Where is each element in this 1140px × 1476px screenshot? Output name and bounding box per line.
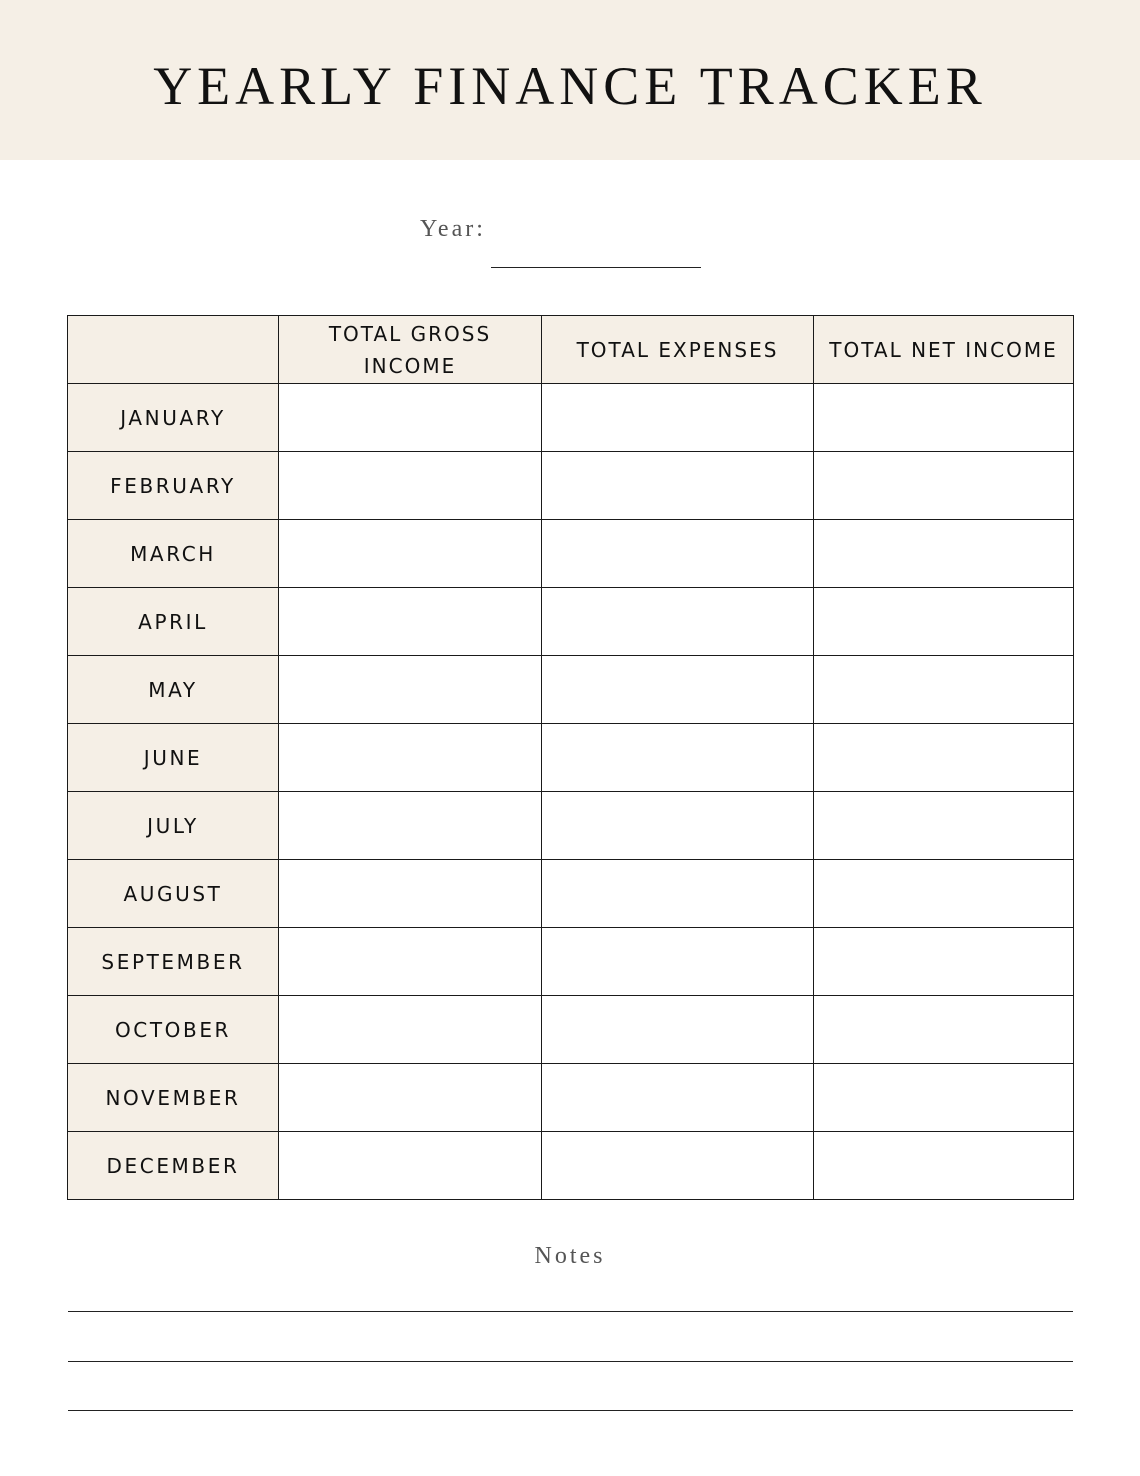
entry-cell-net-income[interactable] bbox=[814, 928, 1074, 996]
month-label-december: DECEMBER bbox=[68, 1132, 279, 1200]
table-row bbox=[68, 928, 1074, 996]
month-label-may: MAY bbox=[68, 656, 279, 724]
entry-cell-gross-income[interactable] bbox=[279, 588, 542, 656]
entry-cell-gross-income[interactable] bbox=[279, 656, 542, 724]
table-row bbox=[68, 724, 1074, 792]
entry-cell-expenses[interactable] bbox=[542, 1064, 814, 1132]
month-label-september: SEPTEMBER bbox=[68, 928, 279, 996]
entry-cell-net-income[interactable] bbox=[814, 520, 1074, 588]
month-label-july: JULY bbox=[68, 792, 279, 860]
entry-cell-net-income[interactable] bbox=[814, 996, 1074, 1064]
table-row bbox=[68, 860, 1074, 928]
note-line[interactable] bbox=[68, 1410, 1073, 1411]
entry-cell-expenses[interactable] bbox=[542, 588, 814, 656]
notes-label: Notes bbox=[534, 1243, 606, 1269]
entry-cell-gross-income[interactable] bbox=[279, 792, 542, 860]
entry-cell-net-income[interactable] bbox=[814, 384, 1074, 452]
entry-cell-net-income[interactable] bbox=[814, 724, 1074, 792]
entry-cell-gross-income[interactable] bbox=[279, 996, 542, 1064]
entry-cell-net-income[interactable] bbox=[814, 656, 1074, 724]
entry-cell-expenses[interactable] bbox=[542, 724, 814, 792]
month-label-november: NOVEMBER bbox=[68, 1064, 279, 1132]
entry-cell-gross-income[interactable] bbox=[279, 860, 542, 928]
header-corner-cell bbox=[68, 316, 279, 384]
table-header-row bbox=[68, 316, 1074, 384]
column-header-expenses: TOTAL EXPENSES bbox=[542, 316, 814, 384]
month-label-october: OCTOBER bbox=[68, 996, 279, 1064]
finance-table bbox=[67, 315, 1074, 1200]
page-title: YEARLY FINANCE TRACKER bbox=[153, 56, 987, 116]
table-row bbox=[68, 996, 1074, 1064]
entry-cell-gross-income[interactable] bbox=[279, 520, 542, 588]
entry-cell-gross-income[interactable] bbox=[279, 384, 542, 452]
entry-cell-expenses[interactable] bbox=[542, 656, 814, 724]
table-row bbox=[68, 384, 1074, 452]
month-label-august: AUGUST bbox=[68, 860, 279, 928]
month-label-january: JANUARY bbox=[68, 384, 279, 452]
table-row bbox=[68, 792, 1074, 860]
month-label-april: APRIL bbox=[68, 588, 279, 656]
entry-cell-net-income[interactable] bbox=[814, 1132, 1074, 1200]
table-row bbox=[68, 520, 1074, 588]
entry-cell-expenses[interactable] bbox=[542, 860, 814, 928]
entry-cell-gross-income[interactable] bbox=[279, 1132, 542, 1200]
table-row bbox=[68, 1064, 1074, 1132]
entry-cell-net-income[interactable] bbox=[814, 1064, 1074, 1132]
table-row bbox=[68, 452, 1074, 520]
table-row bbox=[68, 588, 1074, 656]
month-label-february: FEBRUARY bbox=[68, 452, 279, 520]
entry-cell-net-income[interactable] bbox=[814, 792, 1074, 860]
entry-cell-expenses[interactable] bbox=[542, 520, 814, 588]
year-input-line[interactable] bbox=[491, 267, 701, 268]
note-line[interactable] bbox=[68, 1311, 1073, 1312]
entry-cell-net-income[interactable] bbox=[814, 452, 1074, 520]
entry-cell-expenses[interactable] bbox=[542, 996, 814, 1064]
entry-cell-expenses[interactable] bbox=[542, 792, 814, 860]
entry-cell-expenses[interactable] bbox=[542, 384, 814, 452]
table-row bbox=[68, 1132, 1074, 1200]
column-header-net-income: TOTAL NET INCOME bbox=[814, 316, 1074, 384]
entry-cell-net-income[interactable] bbox=[814, 860, 1074, 928]
column-header-gross-income: TOTAL GROSS INCOME bbox=[279, 316, 542, 384]
month-label-june: JUNE bbox=[68, 724, 279, 792]
table-row bbox=[68, 656, 1074, 724]
note-line[interactable] bbox=[68, 1361, 1073, 1362]
entry-cell-expenses[interactable] bbox=[542, 1132, 814, 1200]
entry-cell-gross-income[interactable] bbox=[279, 452, 542, 520]
entry-cell-gross-income[interactable] bbox=[279, 928, 542, 996]
entry-cell-gross-income[interactable] bbox=[279, 724, 542, 792]
entry-cell-expenses[interactable] bbox=[542, 928, 814, 996]
entry-cell-expenses[interactable] bbox=[542, 452, 814, 520]
month-label-march: MARCH bbox=[68, 520, 279, 588]
entry-cell-net-income[interactable] bbox=[814, 588, 1074, 656]
entry-cell-gross-income[interactable] bbox=[279, 1064, 542, 1132]
year-label: Year: bbox=[420, 216, 486, 242]
